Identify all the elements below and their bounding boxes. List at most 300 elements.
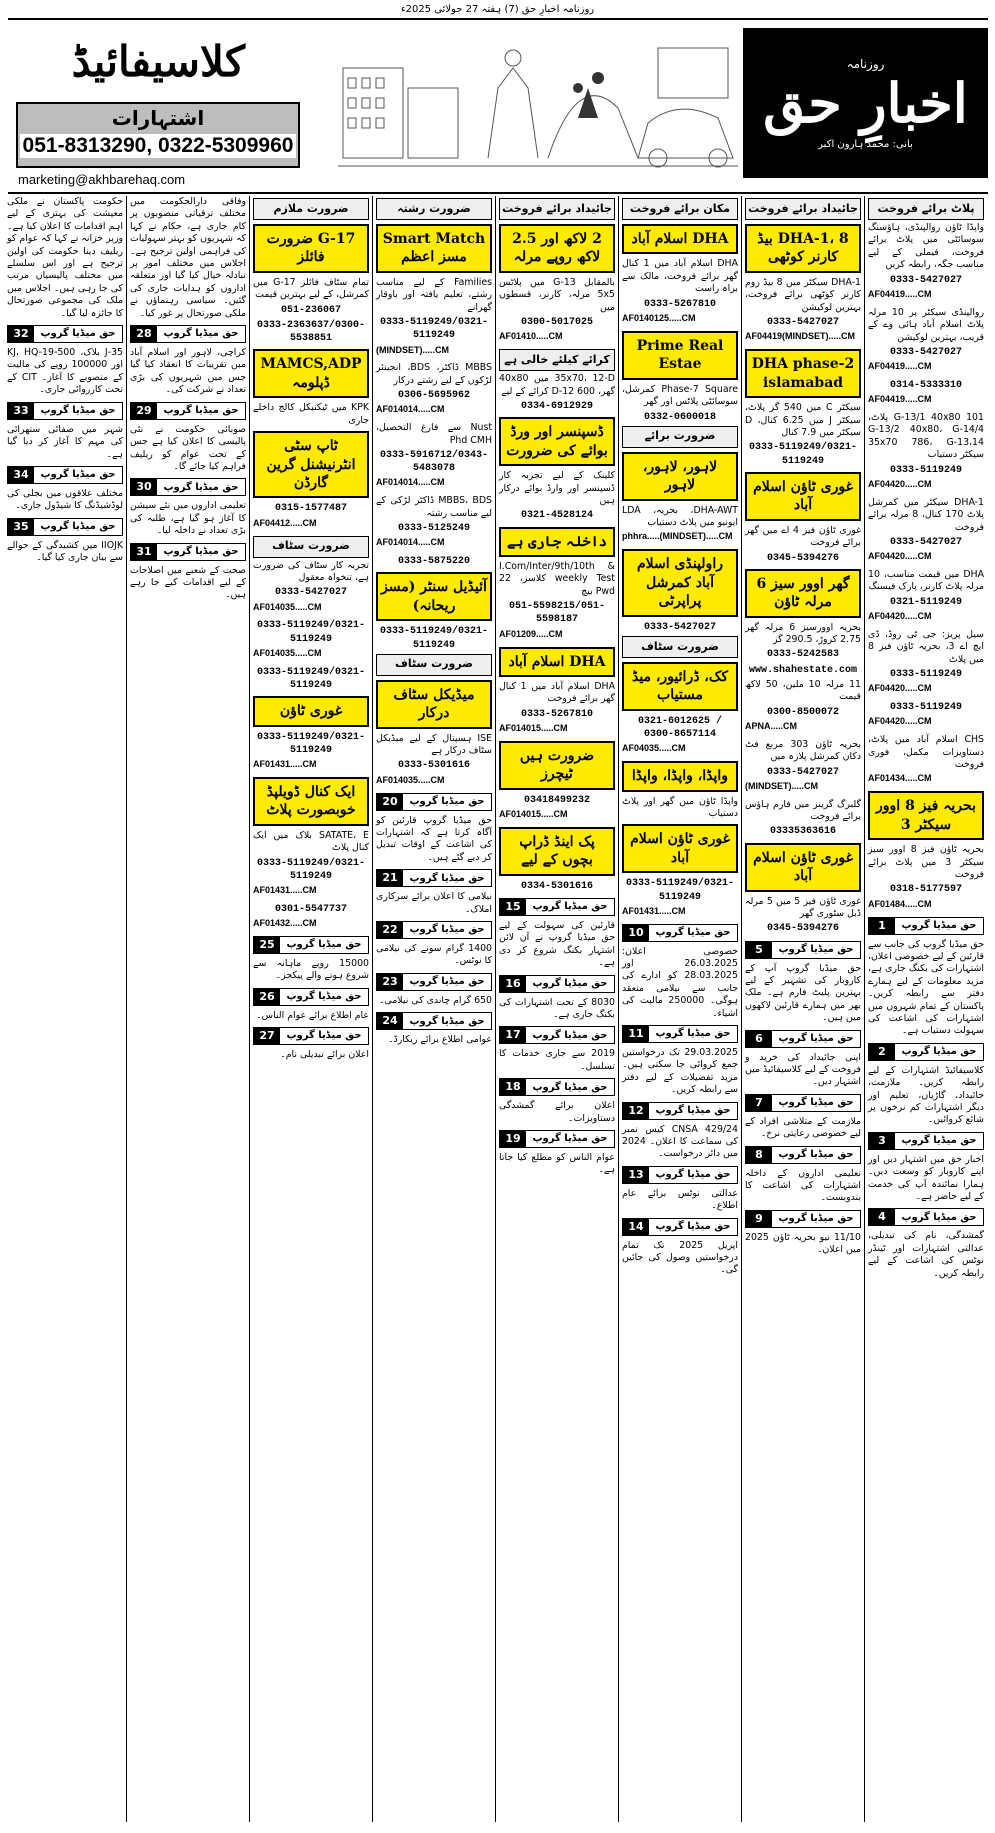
banner-number: 20 [377,794,403,810]
ad-headline: راولپنڈی اسلام آباد کمرشل پراپرٹی [622,549,738,616]
ad-code: AF01484.....CM [868,898,932,909]
ad-text: ملازمت کے متلاشی افراد کے لیے خصوصی رعایتی نرخ۔ [745,1115,861,1140]
ad-headline: غوری ٹاؤن اسلام آباد [745,843,861,892]
section-header [622,198,738,220]
ad-headline: 2 لاکھ اور 2.5 لاکھ روپے مرلہ [499,224,615,273]
ad-code: phhra.....(MINDSET).....CM [622,531,733,542]
phone-number: 0345-5394276 [766,552,839,564]
group-banner [622,1025,738,1043]
ad-text: اپریل 2025 تک تمام درخواستیں وصول کی جائیں گی۔ [622,1239,739,1276]
ad-code: AF0140125.....CM [622,312,696,323]
phone-number: 0333-5119249/0321-5119249 [625,878,735,903]
banner-label: حق میڈیا گروپ [409,795,485,807]
ad-text: نیلامی کا اعلان برائے سرکاری املاک۔ [376,891,492,915]
ad-text: صوبائی حکومت نے نئی پالیسی کا اعلان کیا ہے جس کے تحت عوام کو ریلیف فراہم کیا جائے گا۔ [130,423,246,472]
ad-text: عدالتی نوٹس برائے عام اطلاع۔ [622,1187,738,1212]
ad-text: DHA اسلام آباد میں 1 کنال گھر برائے فروخت، مالک سے براہ راست [622,258,738,295]
section-title: ضرورت برائے [644,429,716,443]
ad-text: اخبار حق میں اشتہار دیں اور اپنے کاروبار کو وسعت دیں۔ ہمارا نمائندہ آپ کی خدمت کے لیے حاضر ہے۔ [868,1153,984,1203]
banner-label: حق میڈیا گروپ [655,1105,731,1117]
banner-number: 32 [8,326,34,342]
ad-headline: پک اینڈ ڈراپ بچوں کے لیے [499,827,615,876]
classified-column [865,196,987,1822]
column-divider [864,196,865,1822]
banner-number: 14 [623,1219,649,1235]
group-banner [7,402,123,420]
banner-label: حق میڈیا گروپ [163,545,239,557]
group-banner [376,973,492,991]
banner-number: 1 [869,918,895,934]
banner-number: 25 [254,937,280,953]
ad-text: DHA-1 سیکٹر میں 8 بیڈ روم کارنر کوٹھی برائے فروخت، بہترین لوکیشن [745,276,861,313]
ad-text: تعلیمی اداروں میں نئے سیشن کا آغاز ہو گیا ہے، طلبہ کی بڑی تعداد نے داخلہ لیا۔ [130,500,246,537]
ad-headline: غوری ٹاؤن [253,696,369,726]
banner-number: 4 [869,1209,895,1225]
ad-headline: DHA اسلام آباد [622,224,738,254]
ad-text: 11 مرلہ 10 ملین، 50 لاکھ قیمت [745,678,862,703]
section-title: ضرورت رشتہ [397,201,471,215]
phone-number: 0321-4528124 [520,510,593,522]
banner-label: حق میڈیا گروپ [286,939,362,951]
phone-number: 0333-5427027 [274,587,347,599]
group-banner [499,1078,615,1096]
phone-number: 0334-6912929 [520,401,593,413]
banner-number: 8 [746,1147,772,1163]
column-divider [618,196,619,1822]
ad-text: عام اطلاع برائے عوام الناس۔ [256,1009,369,1021]
ad-text: I.Com/Inter/9th/10th & weekly Test کلاسز، 22 Pwd بیچ [499,561,615,597]
banner-label: حق میڈیا گروپ [286,1030,362,1042]
ad-code: AF04420.....CM [868,478,932,489]
classified-banner [8,32,308,187]
group-banner [868,917,984,935]
masthead-rule [8,192,988,194]
ad-text: تجربہ کار سٹاف کی ضرورت ہے، تنخواہ معقول [253,559,369,583]
phone-number: 051-236067 [280,304,341,316]
banner-label: حق میڈیا گروپ [655,926,731,938]
banner-number: 33 [8,403,34,419]
ad-text: حق میڈیا گروپ آپ کے کاروبار کی تشہیر کے لیے بہترین پلیٹ فارم ہے۔ ملک بھر میں ہمارے قارئین لاکھوں میں ہیں۔ [745,962,861,1024]
banner-label: حق میڈیا گروپ [532,1081,608,1093]
phone-number: 0333-5119249/0321-5119249 [256,620,366,645]
phone-number: 0334-5301616 [520,880,593,892]
ad-text: شہر میں صفائی ستھرائی کی مہم کا آغاز کر دیا گیا ہے۔ [7,423,123,460]
ad-text: DHA میں قیمت مناسب، 10 مرلہ پلاٹ کارنر، پارک فیسنگ [868,569,984,593]
banner-number: 31 [131,544,157,560]
section-title: ضرورت سٹاف [272,539,350,553]
phone-number: 0321-5119249 [889,596,962,608]
ad-text: غوری ٹاؤن فیز 5 میں 5 مرلہ ڈبل سٹوری گھر [745,895,861,919]
ad-code: AF014014.....CM [376,404,445,415]
section-title: پلاٹ برائے فروخت [877,201,975,215]
ad-text: عوامی اطلاع برائے ریکارڈ۔ [388,1034,492,1046]
ad-text: G-13/1 40x80 101 پلاٹ، G-13/2 40x80، G-14/4 35x70 786، G-13،14 سیکٹر دستیاب [868,412,984,461]
ad-headline: DHA phase-2 islamabad [745,349,861,398]
ad-headline: Smart Match مسز اعظم [376,224,492,273]
group-banner [622,1218,738,1236]
ad-text: ISE ہسپتال کے لیے میڈیکل سٹاف درکار ہے [376,732,492,757]
ad-code: AF01431.....CM [253,758,317,769]
banner-number: 12 [623,1103,649,1119]
ad-text: 1400 گرام سونے کی نیلامی کا نوٹس۔ [376,942,492,967]
phone-number: 0306-5695962 [397,390,470,402]
banner-label: حق میڈیا گروپ [409,976,485,988]
phone-number: 0333-5427027 [643,621,716,633]
group-banner [868,1132,984,1150]
group-banner [745,1094,861,1112]
ad-headline: داخلہ جاری ہے [499,527,615,557]
column-divider [249,196,250,1822]
ad-code: AF014035.....CM [253,647,322,658]
phone-number: 03418499232 [523,794,590,806]
group-banner [868,1208,984,1226]
banner-label: حق میڈیا گروپ [40,469,116,481]
phone-number: 03335363616 [769,826,836,838]
phone-number: 0300-8500072 [766,706,839,718]
column-divider [741,196,742,1822]
group-banner [376,869,492,887]
ad-text: حق میڈیا گروپ قارئین کو آگاہ کرتا ہے کہ اشتہارات کی اشاعت کے اوقات تبدیل کر دیے گئے ہیں۔ [376,814,492,863]
ad-text: سیکٹر C میں 540 گز پلاٹ، سیکٹر J میں 6.25 کنال، D سیکٹر میں 7.9 کنال [745,402,861,438]
ad-text: کلینک کے لیے تجربہ کار ڈسپنسر اور وارڈ بوائے درکار ہیں [499,470,615,506]
phone-number: 0333-5242583 [766,649,839,661]
ad-code: AF014015.....CM [499,722,568,733]
ad-text: قارئین کی سہولت کے لیے حق میڈیا گروپ نے آن لائن اشتہار بکنگ شروع کر دی ہے۔ [499,919,615,969]
phone-number: 0333-5427027 [889,346,962,358]
banner-label: حق میڈیا گروپ [163,481,239,493]
ads-box [16,102,300,168]
section-header [253,198,369,220]
phone-number: 0333-5427027 [766,766,839,778]
ad-code: AF01410.....CM [499,331,563,342]
section-title: مکان برائے فروخت [629,201,731,215]
ad-text: اپنی جائیداد کی خرید و فروخت کے لیے کلاسیفائیڈ میں اشتہار دیں۔ [745,1051,861,1088]
section-header [499,198,615,220]
column-divider [372,196,373,1822]
banner-number: 11 [623,1026,649,1042]
phone-number: 0333-5427027 [889,274,962,286]
classified-column [250,196,372,1822]
banner-label: حق میڈیا گروپ [778,1148,854,1160]
group-banner [253,1027,369,1045]
ad-headline: DHA-1، 8 بیڈ کارنر کوٹھی [745,224,861,273]
logo-prefix: روزنامہ [846,56,885,71]
phone-number: 0333-5427027 [889,536,962,548]
ad-text: Families کے لیے مناسب رشتے، تعلیم یافتہ اور باوقار گھرانے [376,276,492,313]
ad-text: حق میڈیا گروپ کی جانب سے قارئین کے لیے خصوصی اعلان، اشتہارات کی بکنگ جاری ہے، مزید معلومات کے لیے ہمارے دفتر سے رابطہ کریں۔ پاکستان کے تمام شہروں میں اشتہارات کی اشاعت کی سہولت دستیاب ہے۔ [868,938,984,1037]
banner-label: حق میڈیا گروپ [409,872,485,884]
ad-headline: DHA اسلام آباد [499,647,615,677]
banner-label: حق میڈیا گروپ [532,901,608,913]
ad-text: MBBS ڈاکٹر، BDS، انجینئر لڑکوں کے لیے رشتے درکار [376,362,492,386]
section-title: ضرورت سٹاف [641,639,719,653]
banner-label: حق میڈیا گروپ [409,924,485,936]
phone-number: 0333-5119249/0321-5119249 [256,857,366,882]
group-banner [499,898,615,916]
ad-text: IIOJK میں کشیدگی کے حوالے سے بیان جاری کیا گیا۔ [7,539,123,564]
section-header [376,198,492,220]
phone-number: 0300-5017025 [520,317,593,329]
banner-number: 22 [377,922,403,938]
classified-column [4,196,126,1822]
ad-text: DHA-1 سیکٹر میں کمرشل پلاٹ 170 کنال، 8 مرلہ برائے فروخت [868,496,984,533]
banner-number: 5 [746,942,772,958]
ad-code: AF01209.....CM [499,628,563,639]
ad-text: CNSA 429/24 کیس نمبر کی سماعت کا اعلان۔ 2024 میں دائر درخواست۔ [622,1123,738,1160]
group-banner [7,325,123,343]
ad-headline: بحریہ فیز 8 اوور سیکٹر 3 [868,791,984,840]
phone-number: 0333-2363637/0300-5538851 [256,319,366,345]
ad-text: DHA اسلام آباد میں 1 کنال گھر برائے فروخت [499,680,615,705]
banner-label: حق میڈیا گروپ [778,943,854,955]
phone-number: 0333-5427027 [766,317,839,329]
ad-code: AF04420.....CM [868,611,932,621]
banner-number: 6 [746,1031,772,1047]
banner-number: 24 [377,1013,403,1029]
ad-code: AF014015.....CM [499,808,568,819]
banner-label: حق میڈیا گروپ [655,1221,731,1233]
classified-column [373,196,495,1822]
group-banner [376,921,492,939]
ad-text: 35-J بلاک، 500-KJ، HQ-19 اور 100000 روپے کی مالیت کے منصوبے کا آغاز۔ CIT کے تحت کارروائی جاری۔ [7,347,123,396]
group-banner [622,1102,738,1120]
phone-number: 0333-5267810 [520,708,593,720]
ad-headline: Prime Real Estae [622,331,738,380]
banner-label: حق میڈیا گروپ [901,1211,977,1223]
column-divider [126,196,127,1822]
ad-code: AF01431.....CM [253,884,317,895]
dateline: روزنامہ اخبارِ حق (7) ہفتہ 27 جولائی 2025ء [400,4,595,15]
ad-text: DHA-AWT، بحریہ، LDA ایونیو میں پلاٹ دستیاب [622,504,738,529]
banner-number: 21 [377,870,403,886]
phone-number: 0333-5119249/0321-5119249 [748,442,858,467]
section-header [745,198,861,220]
banner-number: 7 [746,1095,772,1111]
banner-label: حق میڈیا گروپ [163,405,239,417]
banner-label: حق میڈیا گروپ [40,405,116,417]
ad-code: (MINDSET).....CM [745,780,818,791]
ad-text: روالپنڈی سیکٹر پر 10 مرلہ پلاٹ اسلام آباد ہائی وے کے قریب، بہترین لوکیشن [868,306,984,343]
section-header [622,636,738,658]
contact-email: marketing@akhbarehaq.com [18,172,186,187]
ad-text: اعلان برائے گمشدگی دستاویزات۔ [499,1100,615,1124]
group-banner [130,478,246,496]
ad-text: 11/10 نیو بحریہ ٹاؤن 2025 میں اعلان۔ [745,1231,861,1256]
group-banner [253,988,369,1006]
phone-number: 0333-5301616 [397,760,470,772]
ad-text: Nust سے فارغ التحصیل، Phd CMH [376,422,492,446]
ad-text: اعلان برائے تبدیلی نام۔ [280,1049,369,1061]
ad-headline: ایک کنال ڈویلپڈ خوبصورت پلاٹ [253,777,369,826]
banner-label: حق میڈیا گروپ [901,1046,977,1058]
classified-column [496,196,618,1822]
group-banner [130,402,246,420]
phone-number: 0333-5119249 [889,464,962,476]
ad-text: کراچی، لاہور اور اسلام آباد میں تقریبات کا انعقاد کیا گیا جس میں شہریوں کی بڑی تعداد نے شرکت کی۔ [130,347,246,396]
ad-code: AF04420.....CM [868,551,932,562]
banner-number: 29 [131,403,157,419]
group-banner [7,466,123,484]
ad-code: AF04420.....CM [868,716,932,727]
group-banner [745,1030,861,1048]
section-header [253,536,369,558]
phone-number: 0315-1577487 [274,503,347,515]
section-title: جائیداد برائے فروخت [748,201,858,215]
banner-label: حق میڈیا گروپ [655,1169,731,1181]
ad-headline: لاہور، لاہور، لاہور [622,452,738,501]
ad-text: 8030 کے تحت اشتہارات کی بکنگ جاری ہے۔ [499,996,615,1020]
ad-text: مختلف علاقوں میں بجلی کی لوڈشیڈنگ کا شیڈول جاری۔ [7,487,123,512]
ad-code: (MINDSET).....CM [376,344,449,355]
ad-text: بحریہ اوورسیز 6 مرلہ گھر 2.75 کروڑ، 290.5 گز [745,621,861,646]
ad-text: صحت کے شعبے میں اصلاحات کے لیے اقدامات کیے جا رہے ہیں۔ [130,564,246,601]
section-title: ضرورت ملازم [273,201,349,215]
phone-number: 0301-5547737 [274,903,347,915]
ad-code: AF04419.....CM [868,394,932,405]
banner-number: 18 [500,1079,526,1095]
group-banner [868,1043,984,1061]
phone-number: 0318-5177597 [889,884,962,896]
banner-number: 16 [500,976,526,992]
ad-text: غوری ٹاؤن فیز 4 اے میں گھر برائے فروخت [745,524,861,549]
group-banner [745,941,861,959]
phone-number: 0333-5119249 [889,702,962,714]
phone-number: 0333-5916712/0343-5483078 [379,450,489,475]
phone-number: 0333-5119249/0321-5119249 [256,666,366,691]
ad-headline: ٹاپ سٹی انٹرنیشنل گرین گارڈن [253,431,369,498]
ad-text: خصوصی اعلان: 26.03.2025 اور 28.03.2025 کو ادارے کی جانب سے نیلامی منعقد ہوگی۔ 250000 مالیت کی اشیاء۔ [622,945,738,1019]
banner-number: 3 [869,1133,895,1149]
phone-number: 0345-5394276 [766,923,839,935]
ad-text: KPK میں ٹیکنیکل کالج داخلے جاری [253,402,369,426]
ad-text: 29.03.2025 تک درخواستیں جمع کروائی جا سکتی ہیں۔ مزید تفصیلات کے لیے دفتر سے رابطہ کریں۔ [622,1047,738,1096]
phone-number: 0314-5333310 [889,379,962,391]
group-banner [499,1026,615,1044]
banner-label: حق میڈیا گروپ [409,1015,485,1027]
ad-text: تمام سٹاف فائلز G-17 میں کمرشل، کے لیے بہترین قیمت [253,276,369,301]
ad-headline: ضرورت ہیں ٹیچرز [499,741,615,790]
ad-text: عوام الناس کو مطلع کیا جاتا ہے۔ [499,1152,615,1176]
banner-number: 34 [8,467,34,483]
banner-label: حق میڈیا گروپ [901,1135,977,1147]
group-banner [130,325,246,343]
ad-headline: غوری ٹاؤن اسلام آباد [745,472,861,521]
ad-code: AF01432.....CM [253,917,317,928]
banner-label: حق میڈیا گروپ [778,1213,854,1225]
ad-code: AF014014.....CM [376,537,445,548]
ad-headline: ڈسپنسر اور ورڈ بوائے کی ضرورت [499,417,615,466]
ad-text: واپڈا ٹاؤن میں گھر اور پلاٹ دستیاب [622,795,738,819]
ad-text: 15000 روپے ماہانہ سے شروع ہونے والے پیکجز۔ [253,957,369,982]
banner-label: حق میڈیا گروپ [532,1133,608,1145]
group-banner [745,1146,861,1164]
ad-text: 2019 سے جاری خدمات کا تسلسل۔ [499,1048,615,1072]
banner-label: حق میڈیا گروپ [40,328,116,340]
ad-text: 35x70، 12-D میں 40x80 گھر، 600 D-12 کرائے کے لیے [499,373,615,397]
ad-text: کلاسیفائیڈ اشتہارات کے لیے رابطہ کریں۔ ملازمت، جائیداد، گاڑیاں، تعلیم اور دیگر اشتہارات کم نرخوں پر شائع کروائیں۔ [868,1064,984,1126]
ad-text: 650 گرام چاندی کی نیلامی۔ [378,994,492,1006]
ad-code: AF04419.....CM [868,361,932,372]
banner-number: 27 [254,1028,280,1044]
phone-number: 0333-5119249/0321-5119249 [256,731,366,756]
ad-text: تعلیمی اداروں کے داخلہ اشتہارات کی اشاعت کا بندوبست۔ [745,1167,861,1204]
ad-headline: واپڈا، واپڈا، واپڈا [622,761,738,791]
phone-number: 0333-5875220 [397,556,470,568]
ad-text: حکومت پاکستان نے ملکی معیشت کی بہتری کے لیے اہم اقدامات کا اعلان کیا ہے۔ وزیر خزانہ نے کہا کہ عوام کو ریلیف دینا حکومت کی اولین ترجیح ہے اور اس سلسلے میں مختلف پالیسیاں مرتب کی جا رہی ہیں۔ اجلاس میں ملک کی مجموعی صورتحال کا جائزہ لیا گیا۔ [7,196,123,319]
ad-text: وفاقی دارالحکومت میں مختلف ترقیاتی منصوبوں پر کام جاری ہے، حکام نے کہا کہ شہریوں کو بہتر سہولیات کی فراہمی اولین ترجیح ہے۔ اجلاس میں مختلف امور پر تبادلہ خیال کیا گیا اور متعلقہ اداروں کو ہدایات جاری کی گئیں۔ سیاسی رہنماؤں نے ملکی صورتحال پر غور کیا۔ [130,196,246,319]
phone-number: 0333-5119249/0321-5119249 [379,317,489,342]
ad-text: MBBS، BDS ڈاکٹر لڑکی کے لیے مناسب رشتہ [376,495,492,519]
ad-headline: کک، ڈرائیور، میڈ مستیاب [622,662,738,711]
group-banner [376,793,492,811]
ad-text: بحریہ ٹاؤن 303 مربع فٹ دکان کمرشل پلازہ میں [745,738,861,763]
ad-text: گمشدگی، نام کی تبدیلی، عدالتی اشتہارات اور ٹینڈر نوٹس کی اشاعت کے لیے رابطہ کریں۔ [868,1230,984,1279]
group-banner [130,543,246,561]
banner-number: 2 [869,1044,895,1060]
banner-label: حق میڈیا گروپ [532,1029,608,1041]
classified-column [619,196,741,1822]
ad-code: AF01431.....CM [622,905,686,916]
newspaper-logo [743,28,988,178]
masthead-illustration [338,28,738,178]
ad-text: SATATE، E بلاک میں ایک کنال پلاٹ [253,829,369,854]
group-banner [622,1166,738,1184]
banner-number: 15 [500,899,526,915]
group-banner [253,936,369,954]
ad-headline: گھر اوور سیز 6 مرلہ ٹاؤن [745,569,861,618]
banner-number: 9 [746,1211,772,1227]
banner-number: 17 [500,1027,526,1043]
group-banner [499,1130,615,1148]
phone-number: 0333-5125249 [397,523,470,535]
phone-number: 0332-0600018 [643,411,716,423]
ad-text: سیل پریز: جی ٹی روڈ، ڈی ایچ اے 3، بحریہ ٹاؤن فیز 8 میں پلاٹ [868,628,985,665]
banner-label: حق میڈیا گروپ [778,1032,854,1044]
banner-label: حق میڈیا گروپ [532,978,608,989]
classified-column [742,196,864,1822]
ad-text: Phase-7 Square کمرشل، سوسائٹی پلاٹس اور گھر [622,383,738,408]
ad-headline: G-17 ضرورت فائلز [253,224,369,273]
logo-text: اخبارِ حق [763,70,968,135]
banner-label: حق میڈیا گروپ [163,328,239,340]
group-banner [622,924,738,942]
banner-number: 30 [131,479,157,495]
contact-phones: 051-8313290, 0322-5309960 [20,134,296,158]
ad-headline: آئیڈیل سنٹر (مسز ریحانہ) [376,572,492,621]
banner-number: 23 [377,974,403,990]
ad-code: AF04035.....CM [622,743,686,754]
ad-code: AF04420.....CM [868,683,932,694]
banner-number: 13 [623,1167,649,1183]
ad-text: بالمقابل G-13 میں پلاٹس 5x5 مرلہ، کارنر، قسطوں میں [499,276,616,313]
banner-label: حق میڈیا گروپ [901,919,977,931]
ad-code: AF014014.....CM [376,477,445,488]
section-header [376,654,492,676]
banner-number: 19 [500,1131,526,1147]
banner-number: 28 [131,326,157,342]
logo-tagline: بانی: محمد ہارون اکبر [818,138,913,150]
ad-text: CHS اسلام آباد میں پلاٹ، دستاویزات مکمل، فوری فروخت [868,734,984,771]
banner-number: 10 [623,925,649,941]
banner-number: 35 [8,519,34,535]
section-title: جائیداد برائے فروخت [502,201,612,215]
banner-label: حق میڈیا گروپ [286,991,362,1003]
ad-headline: MAMCS,ADP ڈپلومہ [253,349,369,398]
banner-label: حق میڈیا گروپ [655,1028,731,1040]
phone-number: 0333-5267810 [643,298,716,310]
phone-number: www.shahestate.com [748,664,858,676]
phone-number: 0333-5119249/0321-5119249 [379,626,489,651]
